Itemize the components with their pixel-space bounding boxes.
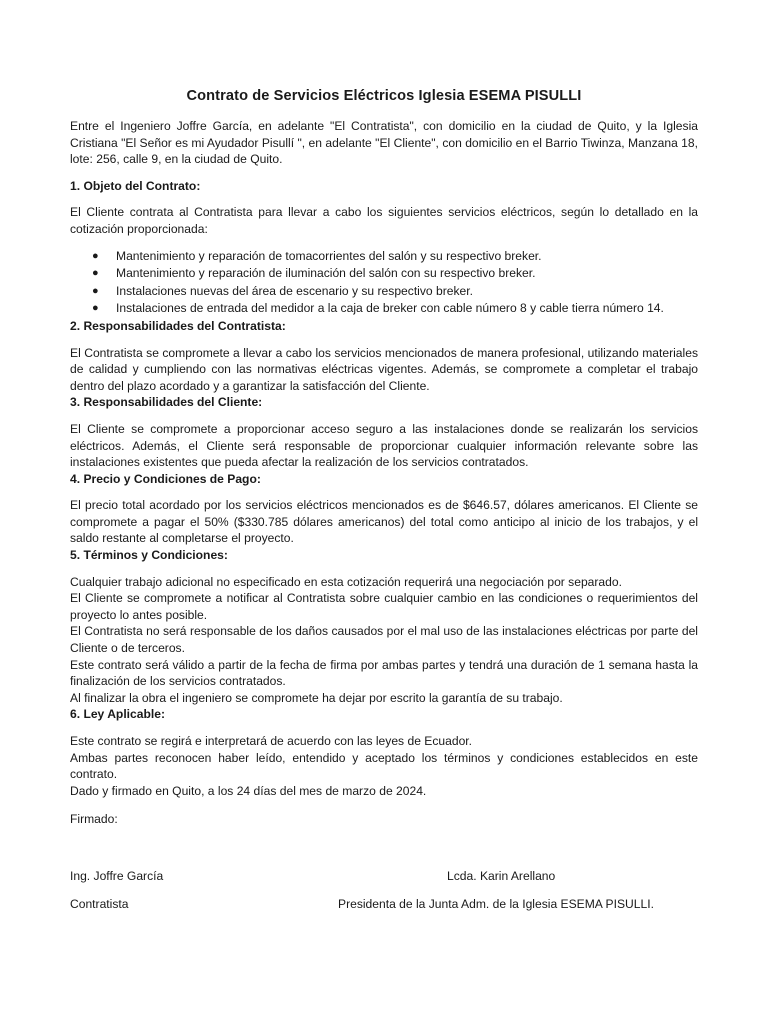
- list-item: ● Mantenimiento y reparación de iluminación del salón con su respectivo breker.: [116, 265, 698, 283]
- list-item: ● Mantenimiento y reparación de tomacorrientes del salón y su respectivo breker.: [116, 248, 698, 266]
- term-line: El Cliente se compromete a notificar al Contratista sobre cualquier cambio en las condiciones o requerimientos del proyecto lo antes posible.: [70, 591, 698, 622]
- bullet-icon: ●: [92, 284, 99, 297]
- client-representative-name: Lcda. Karin Arellano: [447, 869, 556, 883]
- services-list: [70, 248, 698, 318]
- section-3-heading: 3. Responsabilidades del Cliente:: [70, 395, 263, 410]
- bullet-icon: ●: [92, 267, 99, 280]
- section-4-heading: 4. Precio y Condiciones de Pago:: [70, 471, 261, 486]
- section-4-body: El precio total acordado por los servicios eléctricos mencionados es de $646.57, dólares americanos. El Cliente se compromete a pagar el 50% ($330.785 dólares americanos) del total como anticipo al inicio de los trabajos, y el saldo restante al completarse el proyecto.: [70, 498, 698, 546]
- document-title: Contrato de Servicios Eléctricos Iglesia ESEMA PISULLI: [186, 88, 582, 104]
- bullet-icon: ●: [92, 249, 99, 262]
- signed-label: Firmado:: [70, 812, 118, 827]
- section-2-body: El Contratista se compromete a llevar a cabo los servicios mencionados de manera profesional, utilizando materiales de calidad y cumpliendo con las normativas eléctricas vigentes. Además, se compromete a completar el trabajo dentro del plazo acordado y a garantizar la satisfacción del Cliente.: [70, 345, 698, 393]
- section-2-heading: 2. Responsabilidades del Contratista:: [70, 318, 286, 333]
- term-line: El Contratista no será responsable de los daños causados por el mal uso de las instalaciones eléctricas por parte del Cliente o de terceros.: [70, 624, 698, 656]
- law-line: Dado y firmado en Quito, a los 24 días del mes de marzo de 2024.: [70, 783, 427, 798]
- law-line: Ambas partes reconocen haber leído, entendido y aceptado los términos y condiciones establecidos en este contrato.: [70, 750, 698, 782]
- intro-paragraph: Entre el Ingeniero Joffre García, en adelante "El Contratista", con domicilio en la ciudad de Quito, y la Iglesia Cristiana "El Señor es mi Ayudador Pisullí ", en adelante "El Cliente", con domicilio en el Barrio Tiwinza, Manzana 18, lote: 256, calle 9, en la ciudad de Quito.: [70, 119, 698, 167]
- contractor-name: Ing. Joffre García: [70, 869, 164, 883]
- list-item: ● Instalaciones nuevas del área de escenario y su respectivo breker.: [116, 283, 698, 301]
- term-line: Cualquier trabajo adicional no especificado en esta cotización requerirá una negociación por separado.: [70, 574, 622, 589]
- client-representative-role: Presidenta de la Junta Adm. de la Iglesia ESEMA PISULLI.: [338, 897, 654, 911]
- section-1-heading: 1. Objeto del Contrato:: [70, 178, 201, 193]
- list-item: ● Instalaciones de entrada del medidor a la caja de breker con cable número 8 y cable tierra número 14.: [116, 300, 698, 318]
- contractor-role: Contratista: [70, 897, 129, 911]
- section-6-body: [70, 733, 698, 799]
- bullet-icon: ●: [92, 302, 99, 315]
- section-1-body: El Cliente contrata al Contratista para llevar a cabo los siguientes servicios eléctricos, según lo detallado en la cotización proporcionada:: [70, 205, 698, 236]
- section-3-body: El Cliente se compromete a proporcionar acceso seguro a las instalaciones donde se realizarán los servicios eléctricos. Además, el Cliente será responsable de proporcionar cualquier información relevante sobre las instalaciones existentes que pueda afectar la realización de los servicios contratados.: [70, 421, 698, 470]
- law-line: Este contrato se regirá e interpretará de acuerdo con las leyes de Ecuador.: [70, 734, 473, 748]
- term-line: Este contrato será válido a partir de la fecha de firma por ambas partes y tendrá una duración de 1 semana hasta la finalización de los servicios contratados.: [70, 657, 698, 689]
- section-5-body: [70, 574, 698, 707]
- section-5-heading: 5. Términos y Condiciones:: [70, 548, 228, 563]
- section-6-heading: 6. Ley Aplicable:: [70, 707, 165, 722]
- term-line: Al finalizar la obra el ingeniero se compromete ha dejar por escrito la garantía de su trabajo.: [70, 690, 563, 705]
